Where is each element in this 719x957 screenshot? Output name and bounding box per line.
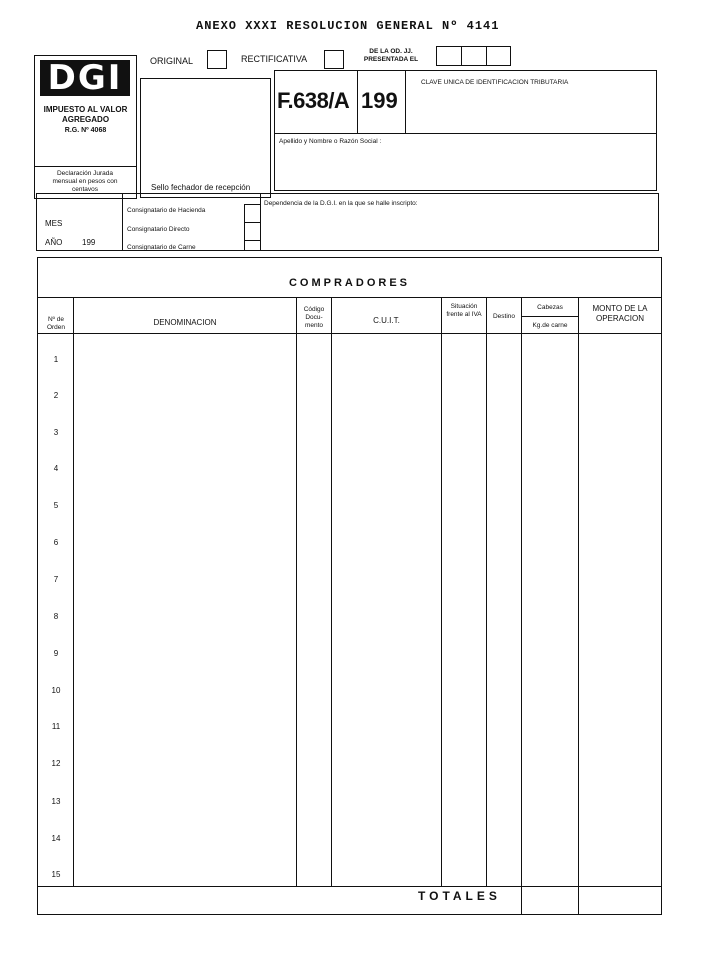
stamp-label: Sello fechador de recepción bbox=[151, 183, 251, 192]
totals-label: TOTALES bbox=[418, 889, 501, 903]
page-title: ANEXO XXXI RESOLUCION GENERAL Nº 4141 bbox=[196, 19, 500, 33]
col-situacion: Situación frente al IVA bbox=[446, 303, 482, 318]
rectificativa-label: RECTIFICATIVA bbox=[241, 54, 308, 64]
reception-stamp-box bbox=[140, 78, 271, 198]
col-cuit: C.U.I.T. bbox=[373, 316, 400, 325]
option-hacienda: Consignatario de Hacienda bbox=[127, 207, 206, 214]
row-number: 9 bbox=[53, 649, 59, 658]
brand-panel bbox=[34, 55, 137, 199]
form-year-prefix: 199 bbox=[361, 88, 398, 113]
option-carne-checkbox[interactable] bbox=[245, 241, 259, 250]
cuit-label: CLAVE UNICA DE IDENTIFICACION TRIBUTARIA bbox=[421, 79, 569, 86]
tax-line-2: AGREGADO bbox=[61, 115, 110, 124]
ano-label: AÑO bbox=[45, 238, 63, 247]
col-orden: Nº de Orden bbox=[46, 316, 66, 331]
row-number: 1 bbox=[53, 355, 59, 364]
name-field[interactable] bbox=[275, 147, 656, 190]
row-number: 3 bbox=[53, 428, 59, 437]
presentada-date-field[interactable] bbox=[436, 46, 511, 66]
tax-line-1: IMPUESTO AL VALOR bbox=[43, 105, 128, 114]
tax-line-3: R.G. Nº 4068 bbox=[64, 127, 107, 134]
col-monto: MONTO DE LA OPERACION bbox=[592, 304, 648, 323]
row-number: 8 bbox=[53, 612, 59, 621]
row-number: 15 bbox=[51, 870, 61, 879]
form-code: F.638/A bbox=[277, 88, 350, 113]
row-number: 6 bbox=[53, 538, 59, 547]
dgi-logo: DGI bbox=[40, 60, 130, 96]
row-number: 12 bbox=[51, 759, 61, 768]
dependencia-field[interactable] bbox=[261, 210, 657, 250]
col-cabezas: Cabezas bbox=[537, 304, 563, 311]
col-kg: Kg.de carne bbox=[532, 322, 568, 329]
row-number: 11 bbox=[51, 722, 61, 731]
period-box bbox=[36, 193, 659, 251]
original-checkbox[interactable] bbox=[207, 50, 227, 69]
option-directo-checkbox[interactable] bbox=[245, 223, 259, 239]
row-number: 4 bbox=[53, 464, 59, 473]
option-carne: Consignatario de Carne bbox=[127, 244, 196, 251]
ano-value: 199 bbox=[82, 238, 96, 247]
name-label: Apellido y Nombre o Razón Social : bbox=[279, 138, 382, 145]
col-destino: Destino bbox=[492, 313, 516, 320]
buyers-table bbox=[37, 257, 662, 915]
declaration-text: Declaración Jurada mensual en pesos con centavos bbox=[52, 170, 118, 193]
original-label: ORIGINAL bbox=[150, 56, 194, 66]
dependencia-label: Dependencia de la D.G.I. en la que se halle inscripto: bbox=[264, 200, 418, 207]
section-title: COMPRADORES bbox=[288, 277, 410, 289]
option-directo: Consignatario Directo bbox=[127, 226, 190, 233]
row-number: 2 bbox=[53, 391, 59, 400]
totals-field[interactable] bbox=[522, 887, 660, 913]
row-number: 10 bbox=[51, 686, 61, 695]
col-denominacion: DENOMINACION bbox=[153, 318, 217, 327]
mes-label: MES bbox=[45, 219, 63, 228]
col-codigo: Código Docu- mento bbox=[303, 306, 325, 329]
cuit-field[interactable] bbox=[406, 89, 656, 132]
row-number: 14 bbox=[51, 834, 61, 843]
presentada-label: DE LA OD. JJ. PRESENTADA EL bbox=[363, 48, 419, 63]
option-hacienda-checkbox[interactable] bbox=[245, 205, 259, 221]
row-number: 5 bbox=[53, 501, 59, 510]
row-number: 7 bbox=[53, 575, 59, 584]
buyers-data-area[interactable] bbox=[74, 334, 660, 886]
row-number: 13 bbox=[51, 797, 61, 806]
taxpayer-box bbox=[274, 70, 657, 191]
rectificativa-checkbox[interactable] bbox=[324, 50, 344, 69]
